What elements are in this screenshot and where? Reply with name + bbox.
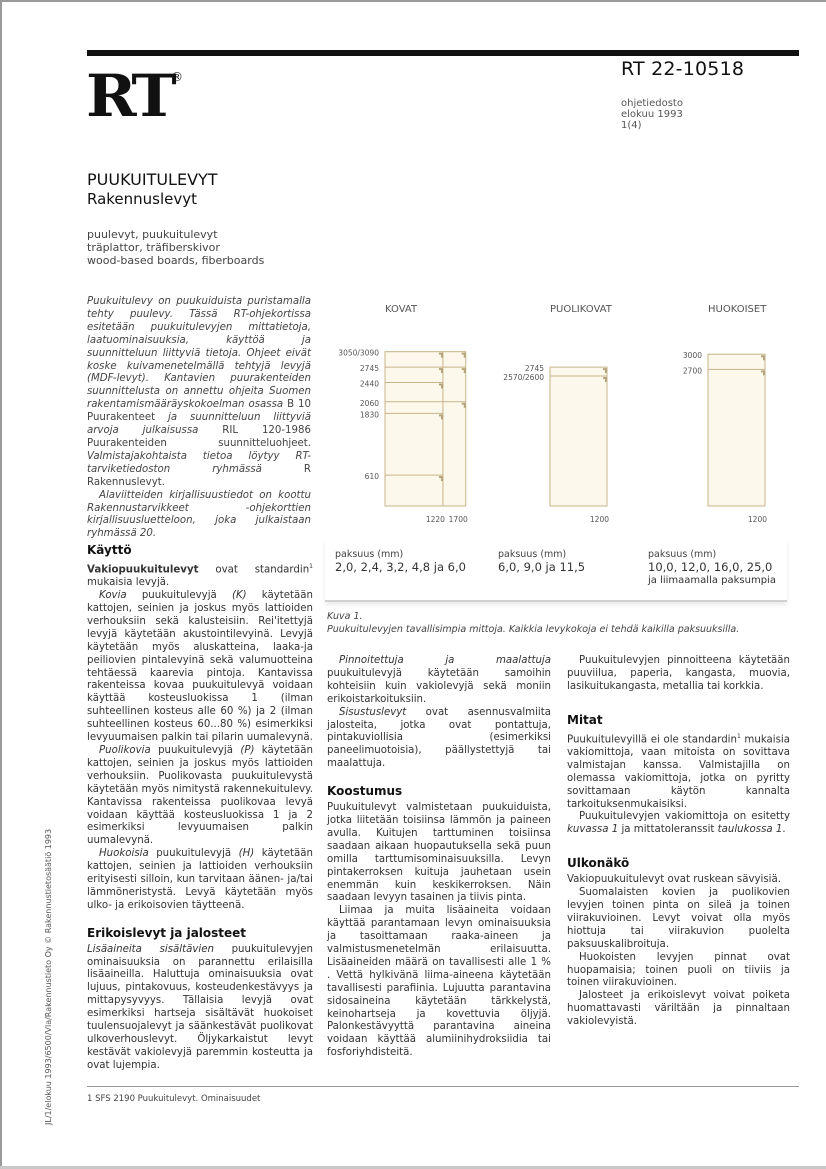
intro-text [87,296,311,541]
page-border [0,0,2,1169]
height-label: 2745 [359,364,379,374]
height-label: 2440 [359,379,379,389]
intro-paragraph: Puukuitulevy on puukuiduista puristamalla tehty puulevy. Tässä RT-ohjekortissa esitetään puukuitulevyjen mittatietoja, laatuominaisuuksia, käyttöä ja suunnitteluun liittyviä tietoja. Ohjeet eivät koske kuivamenetelmällä tehtyjä levyjä (MDF-levyt). Kantavien puurakenteiden suunnittelusta on annettu ohjeita Suomen rakentamismääräyskokoelman osassa B 10 Puurakenteet ja suunnitteluun liittyviä arvoja julkaisussa RIL 120-1986 Puurakenteiden suunnitteluohjeet. Valmistajakohtaista tietoa löytyy RT-tarviketiedoston ryhmässä R Rakennuslevyt. [87,296,311,488]
page-number: 1(4) [621,120,642,131]
height-label: 610 [364,472,379,482]
paragraph: Puukuitulevyjen pinnoitteena käytetään puuviilua, paperia, kangasta, muovia, lasikuitukangasta, metallia tai korkkia. [567,655,790,692]
document-title: PUUKUITULEVYT [87,170,218,189]
paragraph: Puukuitulevyt valmistetaan puukuiduista, jotka liitetään toisiinsa lämmön ja paineen avulla. Kuitujen tarttuminen toisiinsa saadaan aikaan huopautuksella sekä puun omilla tarttumisominaisuuksilla. Levyn pintakerroksen kuituja jauhetaan usein enemmän kuin keskikerroksen. Näin saadaan levyyn tasainen ja tiivis pinta. [327,802,551,904]
document-type: ohjetiedosto [621,98,683,109]
paragraph: Liimaa ja muita lisäaineita voidaan käyttää parantamaan levyn ominaisuuksia ja tasoittamaan raaka-aineen ja valmistusmenetelmän erilaisuutta. Lisäaineiden määrä on tavallisesti alle 1 % . Vettä hylkivänä liima-aineena käytetään tavallisesti parafiinia. Lujuutta parantavina sidosaineina käytetään tärkkelystä, keinohartseja ja kovettuvia öljyjä. Palonkestävyyttä parantavina aineina voidaan käyttää alumiinihydroksiidia tai fosforiyhdisteitä. [327,905,551,1059]
document-code: RT 22-10518 [621,58,745,80]
side-imprint: JL/1/elokuu 1993/6500/Vla/Rakennustieto Oy © Rakennustietosäätiö 1993 [44,828,53,1125]
paragraph: Puolikovia puukuitulevyjä (P) käytetään kattojen, seinien ja joskus myös lattioiden verhouksiin. Puolikovasta puukuitulevystä käytetään myös nimitystä rakennekuitulevy. Kantavissa rakenteissa puolikovaa levyä voidaan käyttää kosteusluokissa 1 ja 2 esimerkiksi levyuumaisen palkin uumalevynä. [87,744,313,847]
paragraph: Puukuitulevyillä ei ole standardin$^1$ mukaisia vakiomittoja, vaan mitoista on sovittava valmistajan kanssa. Valmistajilla on olemassa vakiomittoja, jotka on pyritty sovittamaan käytön kannalta tarkoituksenmukaisiksi. [567,732,790,810]
height-label: 2060 [359,398,379,408]
thickness-huokoiset: paksuus (mm) 10,0, 12,0, 16,0, 25,0 ja liimaamalla paksumpia [648,549,776,586]
paragraph: Kovia puukuitulevyjä (K) käytetään kattojen, seinien ja joskus myös lattioiden verhouksiin sekä kalusteisiin. Rei'itettyjä levyjä käytetään akustointilevyinä. Levyjä käytetään myös aluskatteina, laaka-ja peiliovien pintalevyinä sekä valumuotteina tehtäessä kaarevia pintoja. Kantavissa rakenteissa kovaa puukuitulevyä voidaan käyttää kosteusluokissa 1 (ilman suhteellinen kosteus alle 60 %) ja 2 (ilman suhteellinen kosteus 60...80 %) esimerkiksi levyuumaisen palkin tai pilarin uumalevynä. [87,590,313,744]
section-heading-koostumus: Koostumus [327,784,403,799]
paragraph: Suomalaisten kovien ja puolikovien levyjen toinen pinta on sileä ja toinen viirakuvioinen. Levyt voivat olla myös hiottuja tai viirakuvion puolelta paksuuskalibroituja. [567,887,790,950]
keyword-line: träplattor, träfiberskivor [87,241,220,254]
width-label: 1700 [448,515,468,524]
height-label: 2745 [524,364,544,374]
paragraph: Vakiopuukuitulevyt ovat ruskean sävyisiä. [567,874,781,886]
keywords [87,228,264,267]
figure-group-title: KOVAT [385,304,418,315]
section-heading-kaytto: Käyttö [87,543,132,557]
keyword-line: puulevyt, puukuitulevyt [87,228,218,241]
paragraph: Vakiopuukuitulevyt ovat standardin$^1$ mukaisia levyjä. [87,562,313,589]
paragraph: Huokoisia puukuitulevyjä (H) käytetään kattojen, seinien ja lattioiden verhouksiin erityisesti silloin, kun tarvitaan äänen- ja/tai lämmöneristystä. Levyä käytetään myös ulko- ja erikoisovien täytteenä. [87,848,313,911]
caption-label: Kuva 1. [327,611,363,622]
thickness-kovat: paksuus (mm) 2,0, 2,4, 3,2, 4,8 ja 6,0 [335,549,466,574]
column-2 [327,655,551,1060]
intro-paragraph: Alaviitteiden kirjallisuustiedot on koottu Rakennustarvikkeet -ohjekorttien kirjallisuusluetteloon, joka julkaistaan ryhmässä 20. [87,489,311,540]
width-label: 1200 [589,515,609,524]
paragraph: Huokoisten levyjen pinnat ovat huopamaisia; toinen puoli on tiiviis ja toinen viirakuvioinen. [567,951,790,989]
height-label: 3000 [682,351,702,361]
section-heading-ulkonako: Ulkonäkö [567,856,630,871]
figure-group-title: HUOKOISET [708,304,767,315]
paragraph: Pinnoitettuja ja maalattuja puukuitulevyjä käytetään samoihin kohteisiin kuin vakiolevyjä sekä moniin erikoistarkoituksiin. [327,655,551,705]
height-label: 2570/2600 [503,372,544,382]
height-label: 2700 [682,366,702,376]
figure-caption [327,610,739,636]
figure-group-title: PUOLIKOVAT [550,304,612,315]
footer-rule [87,1086,799,1087]
paragraph: Lisäaineita sisältävien puukuitulevyjen ominaisuuksia on parannettu erilaisilla lisäaineilla. Haluttuja ominaisuuksia ovat lujuus, pintakovuus, kosteudenkestävyys ja mittapysyvyys. Tällaisia levyjä ovat esimerkiksi hartseja sisältävät huokoiset tuulensuojalevyt ja säänkestävät puolikovat ulkoverhouslevyt. Öljykarkaistut levyt kestävät vakiolevyjä paremmin kosteutta ja ovat lujempia. [87,943,313,1071]
caption-text: Puukuitulevyjen tavallisimpia mittoja. Kaikkia levykokoja ei tehdä kaikilla paksuuksilla. [327,624,740,635]
rt-logo: RT [86,62,173,130]
document-meta [621,98,683,131]
paragraph: Jalosteet ja erikoislevyt voivat poiketa huomattavasti väriltään ja pinnaltaan vakiolevyistä. [567,990,790,1028]
footnote: 1 SFS 2190 Puukuitulevyt. Ominaisuudet [87,1094,261,1104]
height-label: 3050/3090 [338,348,379,358]
header-rule [87,50,799,56]
paragraph: Puukuitulevyjen vakiomittoja on esitetty kuvassa 1 ja mittatoleranssit taulukossa 1. [567,811,790,836]
registered-mark: ® [171,70,183,84]
thickness-puolikovat: paksuus (mm) 6,0, 9,0 ja 11,5 [498,549,586,574]
document-subtitle: Rakennuslevyt [87,190,198,208]
section-heading-mitat: Mitat [567,712,603,727]
column-1 [87,544,313,1073]
width-label: 1200 [747,515,767,524]
section-heading-erikois: Erikoislevyt ja jalosteet [87,925,247,940]
document-date: elokuu 1993 [621,109,683,120]
board-outline [550,367,607,506]
page-border [0,0,826,2]
paragraph: Sisustuslevyt ovat asennusvalmiita jalosteita, jotka ovat pontattuja, pintakuviollisia (esimerkiksi paneelimuotoisia), päällystettyjä tai maalattuja. [327,706,551,770]
column-3 [567,655,790,1029]
keyword-line: wood-based boards, fiberboards [87,254,265,267]
board-outline [385,352,466,506]
height-label: 1830 [359,410,379,420]
width-label: 1220 [425,515,445,524]
board-outline [708,354,765,506]
